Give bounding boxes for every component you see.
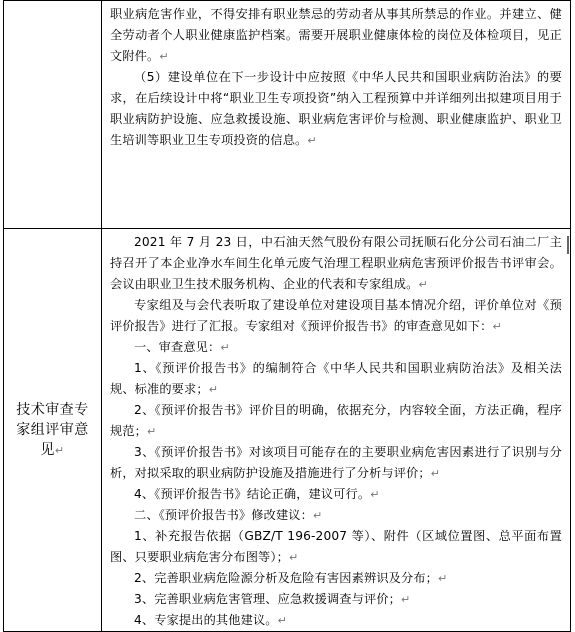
list-item-suggestion-1: 1、补充报告依据（GBZ/T 196-2007 等）、附件（区域位置图、总平面布置图、只要职业病危害分布图等）；↵: [110, 529, 562, 564]
list-item-opinion-4: 4、《预评价报告书》结论正确，建议可行。↵: [134, 487, 380, 501]
heading-revision-suggestions: 二、《预评价报告书》修改建议：↵: [134, 508, 323, 522]
paragraph-mark-icon: ↵: [54, 443, 65, 457]
content-cell-measures: [102, 1, 571, 229]
paragraph-mark-icon: ↵: [307, 134, 317, 147]
row-label-expert-review: 技术审查专家组评审意见: [16, 401, 89, 458]
paragraph-mark-icon: ↵: [370, 488, 380, 501]
paragraph-mark-icon: ↵: [159, 50, 169, 63]
paragraph-mark-icon: ↵: [288, 551, 299, 564]
paragraph-mark-icon: ↵: [430, 467, 441, 480]
paragraph-mark-icon: ↵: [147, 425, 157, 438]
list-item-opinion-3: 3、《预评价报告书》对该项目可能存在的主要职业病危害因素进行了识别与分析，对拟采取的职业病防护设施及措施进行了分析与评价；↵: [110, 445, 562, 480]
paragraph-mark-icon: ↵: [401, 593, 411, 606]
paragraph-mark-icon: ↵: [277, 614, 287, 627]
text-cursor-icon: [567, 236, 569, 254]
paragraph-mark-icon: ↵: [220, 341, 230, 354]
list-item-opinion-1: 1、《预评价报告书》的编制符合《中华人民共和国职业病防治法》及相关法规、标准的要求；↵: [110, 361, 562, 396]
list-item-suggestion-4: 4、专家提出的其他建议。↵: [134, 613, 287, 627]
paragraph-mark-icon: ↵: [438, 572, 448, 585]
table-row-expert-review: [4, 229, 571, 632]
content-cell-expert-review: [102, 229, 571, 632]
table-row-measures: [4, 1, 571, 229]
list-item-suggestion-2: 2、完善职业病危险源分析及危险有害因素辨识及分布；↵: [134, 571, 448, 585]
document-table: [3, 0, 571, 632]
paragraph-health-monitoring: 职业病危害作业，不得安排有职业禁忌的劳动者从事其所禁忌的作业。并建立、健全劳动者个人职业健康监护档案。需要开展职业健康体检的岗位及体检项目，见正文附件。↵: [110, 7, 562, 63]
paragraph-meeting-intro: 2021 年 7 月 23 日，中石油天然气股份有限公司抚顺石化分公司石油二厂主持召开了本企业净水车间生化单元废气治理工程职业病危害预评价报告书评审会。会议由职业卫生技术服务机构、企业的代表和专家组成。↵: [110, 235, 562, 291]
paragraph-investment-requirement: （5）建设单位在下一步设计中应按照《中华人民共和国职业病防治法》的要求，在后续设计中将“职业卫生专项投资”纳入工程预算中并详细列出拟建项目用于职业病防护设施、应急救援设施、职业病危害评价与检测、职业健康监护、职业卫生培训等职业卫生专项投资的信息。↵: [110, 70, 562, 147]
list-item-opinion-2: 2、《预评价报告书》评价目的明确，依据充分，内容较全面，方法正确，程序规范；↵: [110, 403, 562, 438]
paragraph-mark-icon: ↵: [208, 383, 219, 396]
paragraph-mark-icon: ↵: [312, 509, 323, 522]
paragraph-mark-icon: ↵: [418, 278, 428, 291]
row-label-cell-expert-review: [4, 229, 102, 632]
heading-review-opinions: 一、审查意见：↵: [134, 340, 230, 354]
row-label-cell-empty: [4, 1, 102, 229]
paragraph-review-summary: 专家组及与会代表听取了建设单位对建设项目基本情况介绍，评价单位对《预评价报告》进行了汇报。专家组对《预评价报告书》的审查意见如下：↵: [110, 298, 562, 333]
list-item-suggestion-3: 3、完善职业病危害管理、应急救援调查与评价；↵: [134, 592, 411, 606]
paragraph-mark-icon: ↵: [492, 320, 502, 333]
